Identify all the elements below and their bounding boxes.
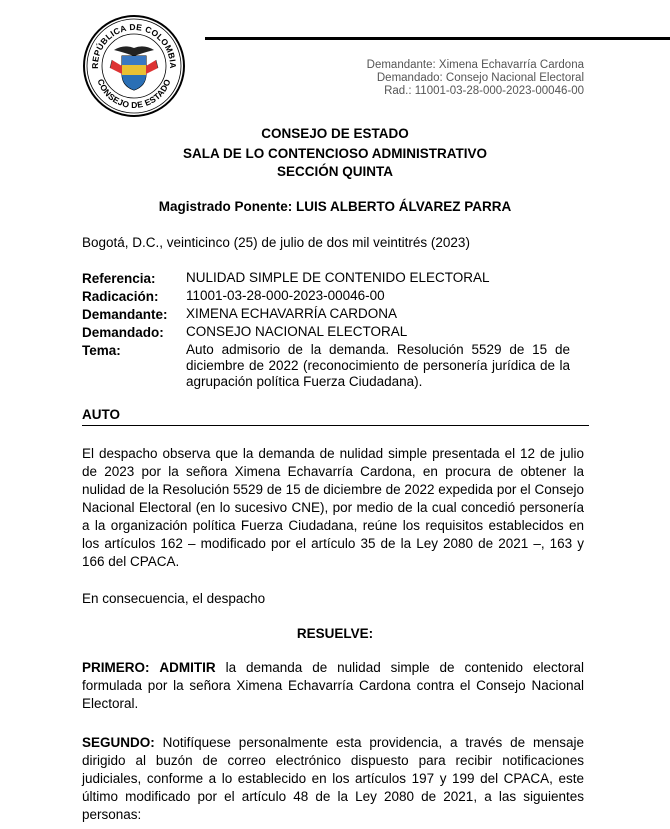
reference-value: NULIDAD SIMPLE DE CONTENIDO ELECTORAL [186,270,490,285]
reference-label: Demandado: [82,325,164,340]
svg-text:CONSEJO DE ESTADO: CONSEJO DE ESTADO [95,77,173,111]
auto-heading-rule [82,425,589,426]
case-info-plaintiff: Demandante: Ximena Echavarría Cardona [366,59,584,71]
reference-row [82,270,570,288]
reference-value: 11001-03-28-000-2023-00046-00 [186,288,385,303]
reference-row [82,288,570,306]
segundo-paragraph [82,734,584,824]
header-rule [205,37,670,40]
case-info-defendant: Demandado: Consejo Nacional Electoral [376,72,584,84]
reference-row [82,342,570,390]
segundo-text: Notifíquese personalmente esta providencia, a través de mensaje dirigido al buzón de correo electrónico dispuesto para recibir notificaciones judiciales, conforme a lo establecido en los artículos 197 y 199 del CPACA, este último modificado por el artículo 48 de la Ley 2080 de 2021, a las siguientes personas: [82,735,584,822]
reference-value: XIMENA ECHAVARRÍA CARDONA [186,306,398,321]
reference-label: Radicación: [82,289,159,304]
reference-row [82,324,570,342]
reference-row [82,306,570,324]
primero-emphasis: ADMITIR [159,660,216,675]
resuelve-heading: RESUELVE: [296,626,374,641]
document-date: Bogotá, D.C., veinticinco (25) de julio de dos mil veintitrés (2023) [82,235,470,250]
case-info-radicado: Rad.: 11001-03-28-000-2023-00046-00 [384,85,584,97]
auto-heading: AUTO [82,407,121,422]
consequence-paragraph: En consecuencia, el despacho [82,591,266,606]
reference-value: Auto admisorio de la demanda. Resolución 5529 de 15 de diciembre de 2022 (reconocimiento de personería jurídica de la agrupación política Fuerza Ciudadana). [186,342,570,389]
title-section: SECCIÓN QUINTA [276,164,393,179]
consejo-de-estado-seal [82,14,186,118]
reference-label: Demandante: [82,307,168,322]
svg-text:REPÚBLICA DE COLOMBIA: REPÚBLICA DE COLOMBIA [89,21,179,69]
title-chamber: SALA DE LO CONTENCIOSO ADMINISTRATIVO [182,146,487,161]
title-court: CONSEJO DE ESTADO [261,126,409,141]
primero-text: la demanda de nulidad simple de contenido electoral formulada por la señora Ximena Echavarría Cardona contra el Consejo Nacional Electoral. [82,660,584,711]
segundo-label: SEGUNDO: [82,735,155,750]
reference-label: Referencia: [82,271,156,286]
case-info-header [367,59,584,98]
reference-block [82,270,570,390]
reference-value: CONSEJO NACIONAL ELECTORAL [186,324,408,339]
primero-label: PRIMERO: [82,660,150,675]
reference-label: Tema: [82,343,121,358]
considerations-paragraph: El despacho observa que la demanda de nulidad simple presentada el 12 de julio de 2023 por la señora Ximena Echavarría Cardona, en procura de obtener la nulidad de la Resolución 5529 de 15 de diciembre de 2022 expedida por el Consejo Nacional Electoral (en lo sucesivo CNE), por medio de la cual concedió personería a la organización política Fuerza Ciudadana, reúne los requisitos establecidos en los artículos 162 – modificado por el artículo 35 de la Ley 2080 de 2021 –, 163 y 166 del CPACA. [82,446,584,569]
primero-paragraph [82,659,584,713]
magistrado-ponente: Magistrado Ponente: LUIS ALBERTO ÁLVAREZ PARRA [158,199,512,214]
